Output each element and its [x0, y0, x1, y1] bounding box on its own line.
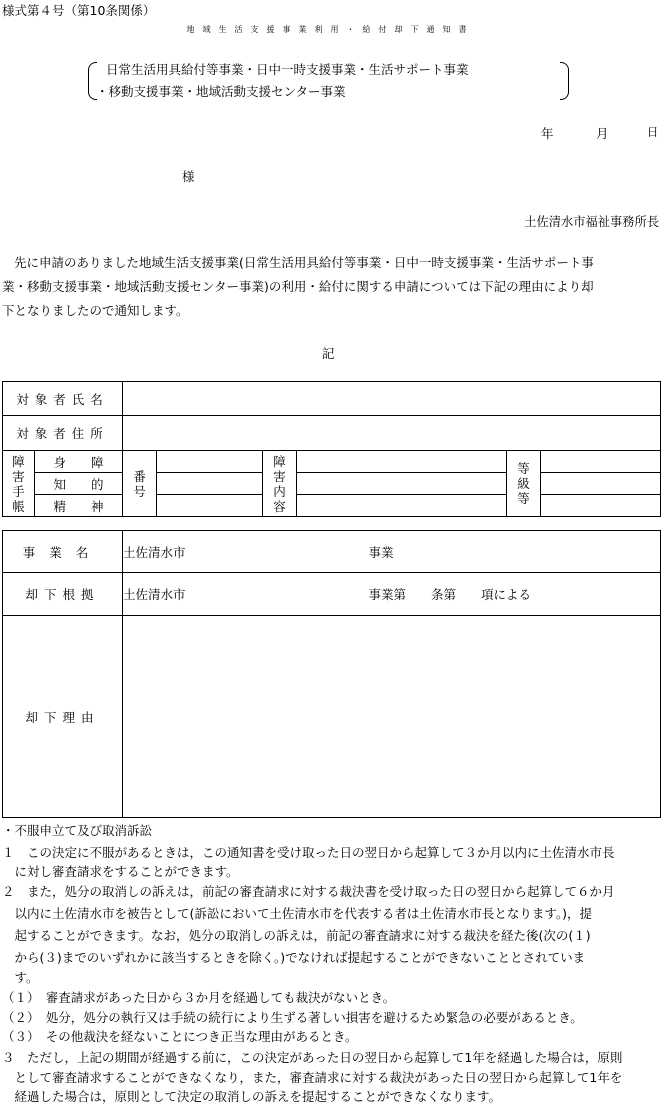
number-field-2[interactable]	[157, 473, 263, 495]
date-year-label: 年	[541, 126, 554, 141]
grade-label: 等 級 等	[507, 451, 541, 517]
number-label: 番 号	[123, 451, 157, 517]
address-field[interactable]	[123, 416, 661, 451]
note-line: １ この決定に不服があるときは，この通知書を受け取った日の翌日から起算して３か月以内に土佐清水市長	[2, 845, 615, 860]
techo-type-chiteki: 知 的	[35, 473, 123, 495]
note-line: す。	[2, 970, 39, 985]
date-day-label: 日	[647, 126, 659, 139]
note-line: 起することができます。なお，処分の取消しの訴えは，前記の審査請求に対する裁決を経た後(次の(１)	[2, 928, 591, 943]
jigyo-city: 土佐清水市	[123, 531, 369, 573]
reason-field[interactable]	[123, 616, 661, 818]
note-line: 経過した場合は，原則として決定の取消しの訴えを提起することができなくなります。	[2, 1089, 502, 1104]
document-title: 地域生活支援事業利用・給付却下通知書	[186, 25, 475, 34]
number-field-1[interactable]	[157, 451, 263, 473]
techo-type-shinsho: 身 障	[35, 451, 123, 473]
rejection-table	[2, 530, 661, 818]
note-line: ２ また，処分の取消しの訴えは，前記の審査請求に対する裁決書を受け取った日の翌日から起算して６か月	[2, 884, 615, 899]
body-line-3: 下となりましたので通知します。	[2, 303, 189, 318]
content-field-3[interactable]	[297, 495, 507, 517]
ki-heading: 記	[322, 346, 335, 361]
note-line: （２） 処分，処分の執行又は手続の続行により生ずる著しい損害を避けるため緊急の必要があるとき。	[2, 1010, 583, 1025]
addressee-suffix: 様	[182, 169, 195, 184]
date-month-label: 月	[596, 126, 609, 141]
grade-field-3[interactable]	[541, 495, 661, 517]
body-line-2: 業・移動支援事業・地域活動支援センター事業)の利用・給付に関する申請については下記の理由により却	[2, 279, 594, 294]
note-line: ３ ただし，上記の期間が経過する前に，この決定があった日の翌日から起算して1年を経過した場合は，原則	[2, 1050, 623, 1065]
jigyo-label: 事業名	[3, 531, 123, 573]
form-number: 様式第４号（第10条関係）	[2, 3, 156, 18]
content-label: 障 害 内 容	[263, 451, 297, 517]
note-line: として審査請求することができなくなり，また，審査請求に対する裁決があった日の翌日から起算して1年を	[2, 1070, 623, 1085]
konkyo-city: 土佐清水市	[123, 573, 369, 616]
techo-type-seishin: 精 神	[35, 495, 123, 517]
address-label: 対象者住所	[3, 416, 123, 451]
right-bracket	[560, 62, 569, 100]
techo-label: 障 害 手 帳	[3, 451, 35, 517]
content-field-2[interactable]	[297, 473, 507, 495]
reason-label: 却下理由	[3, 616, 123, 818]
jigyo-suffix: 事業	[369, 531, 661, 573]
konkyo-label: 却下根拠	[3, 573, 123, 616]
name-label: 対象者氏名	[3, 382, 123, 416]
konkyo-suffix: 事業第 条第 項による	[369, 573, 661, 616]
grade-field-2[interactable]	[541, 473, 661, 495]
note-line: （１） 審査請求があった日から３か月を経過しても裁決がないとき。	[2, 990, 396, 1005]
note-line: （３） その他裁決を経ないことにつき正当な理由があるとき。	[2, 1029, 358, 1044]
subtitle-line-1: 日常生活用具給付等事業・日中一時支援事業・生活サポート事業	[106, 62, 469, 77]
body-line-1: 先に申請のありました地域生活支援事業(日常生活用具給付等事業・日中一時支援事業・生活サポート事	[14, 255, 594, 270]
name-field[interactable]	[123, 382, 661, 416]
issuer: 土佐清水市福祉事務所長	[524, 215, 659, 229]
note-line: から(３)までのいずれかに該当するときを除く。)でなければ提起することができないこととされていま	[2, 950, 586, 965]
note-line: に対し審査請求をすることができます。	[2, 864, 239, 879]
number-field-3[interactable]	[157, 495, 263, 517]
content-field-1[interactable]	[297, 451, 507, 473]
note-line: 以内に土佐清水市を被告として(訴訟において土佐清水市を代表する者は土佐清水市長となります。)，提	[2, 906, 593, 921]
notes-heading: ・不服申立て及び取消訴訟	[2, 823, 153, 838]
applicant-table	[2, 381, 661, 517]
grade-field-1[interactable]	[541, 451, 661, 473]
subtitle-line-2: ・移動支援事業・地域活動支援センター事業	[96, 84, 346, 99]
